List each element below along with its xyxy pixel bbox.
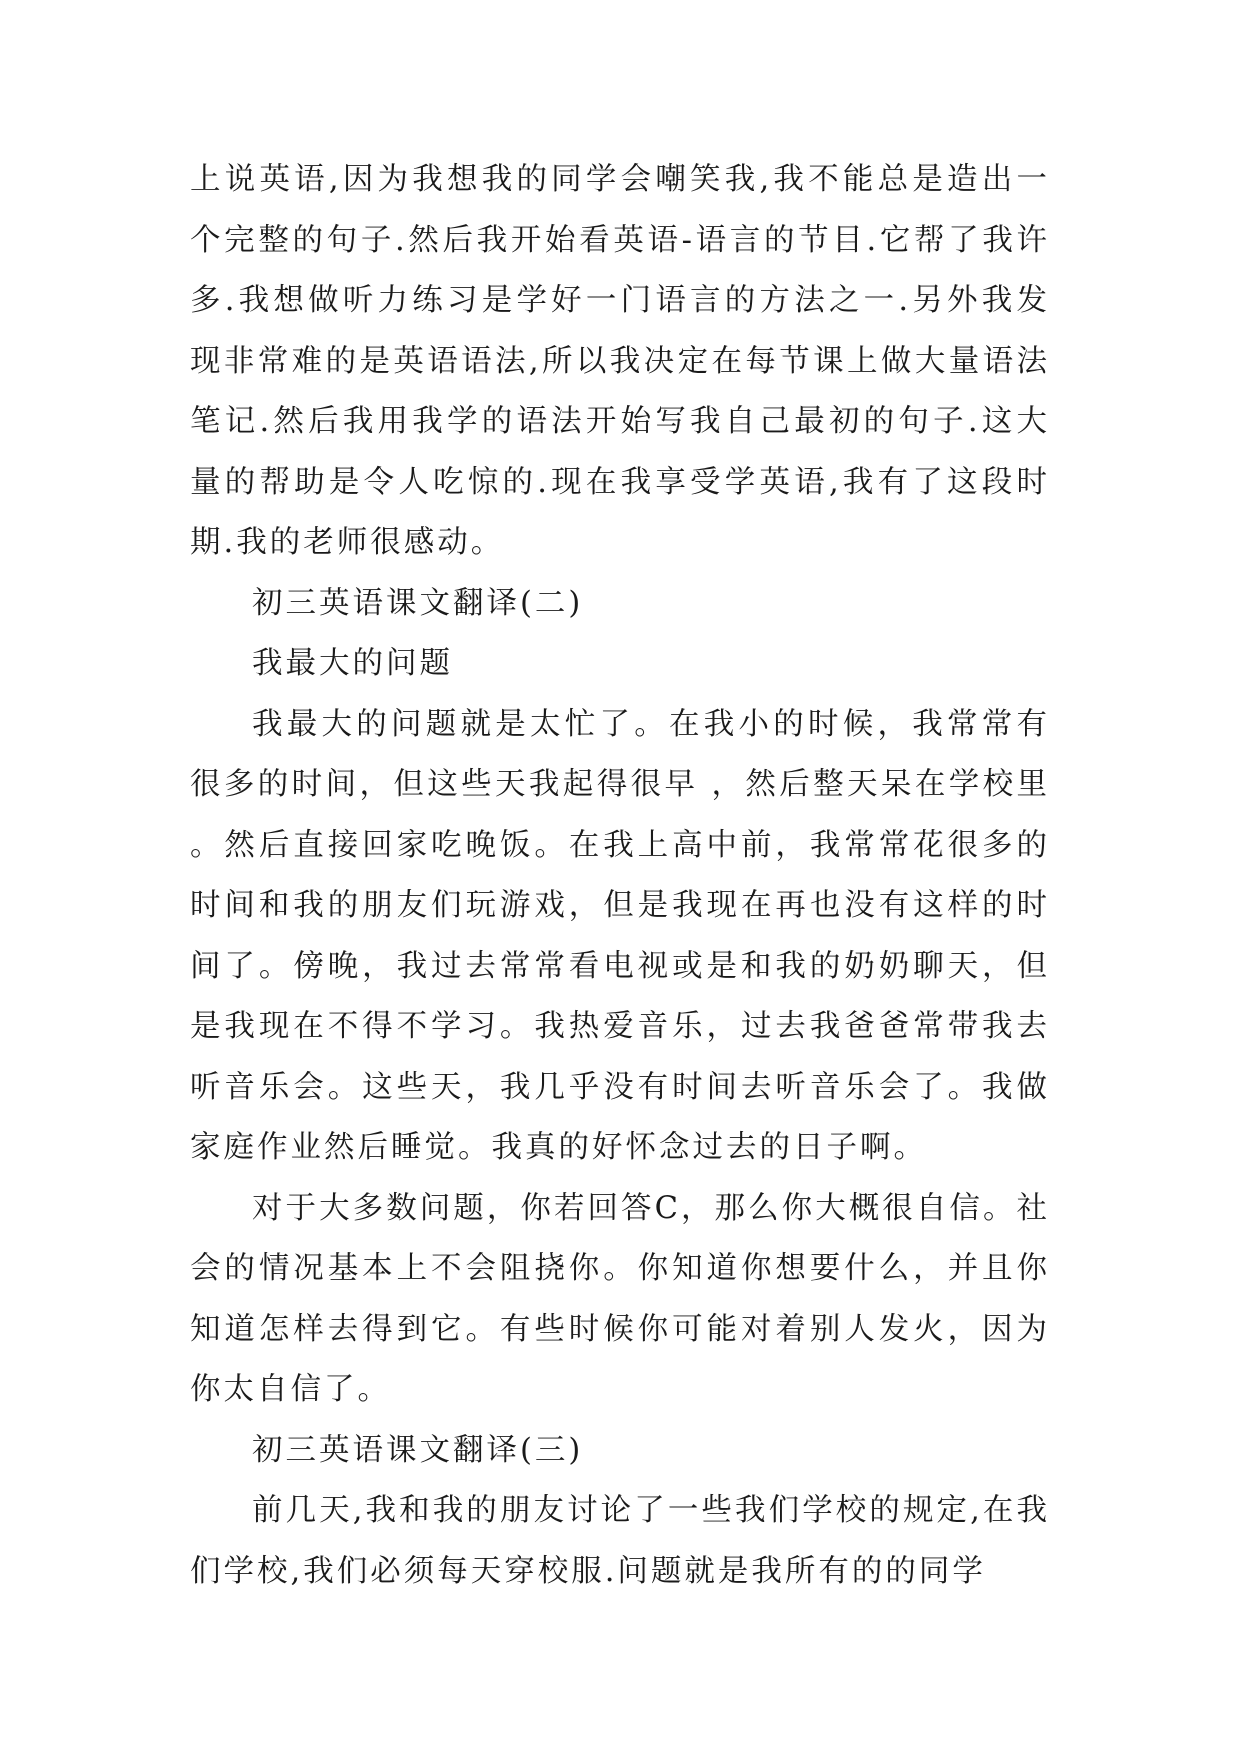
body-paragraph-4: 前几天,我和我的朋友讨论了一些我们学校的规定,在我们学校,我们必须每天穿校服.问题就是我所有的的同学 xyxy=(190,1493,1050,1589)
body-paragraph-3: 对于大多数问题，你若回答C，那么你大概很自信。社会的情况基本上不会阻挠你。你知道你想要什么，并且你知道怎样去得到它。有些时候你可能对着别人发火，因为你太自信了。 xyxy=(190,1190,1050,1407)
section-heading-2: 初三英语课文翻译(二) xyxy=(252,585,584,621)
section-heading-3: 初三英语课文翻译(三) xyxy=(252,1432,584,1468)
body-paragraph-2: 我最大的问题就是太忙了。在我小的时候，我常常有很多的时间，但这些天我起得很早 ，然后整天呆在学校里。然后直接回家吃晚饭。在我上高中前，我常常花很多的时间和我的朋友们玩游戏，但是我现在再也没有这样的时间了。傍晚，我过去常常看电视或是和我的奶奶聊天，但是我现在不得不学习。我热爱音乐，过去我爸爸常带我去听音乐会。这些天，我几乎没有时间去听音乐会了。我做家庭作业然后睡觉。我真的好怀念过去的日子啊。 xyxy=(190,706,1050,1165)
document-page xyxy=(190,150,1050,1602)
section-subtitle: 我最大的问题 xyxy=(252,646,453,681)
body-paragraph-1: 上说英语,因为我想我的同学会嘲笑我,我不能总是造出一个完整的句子.然后我开始看英语-语言的节目.它帮了我许多.我想做听力练习是学好一门语言的方法之一.另外我发现非常难的是英语语法,所以我决定在每节课上做大量语法笔记.然后我用我学的语法开始写我自己最初的句子.这大量的帮助是令人吃惊的.现在我享受学英语,我有了这段时期.我的老师很感动。 xyxy=(190,162,1050,560)
